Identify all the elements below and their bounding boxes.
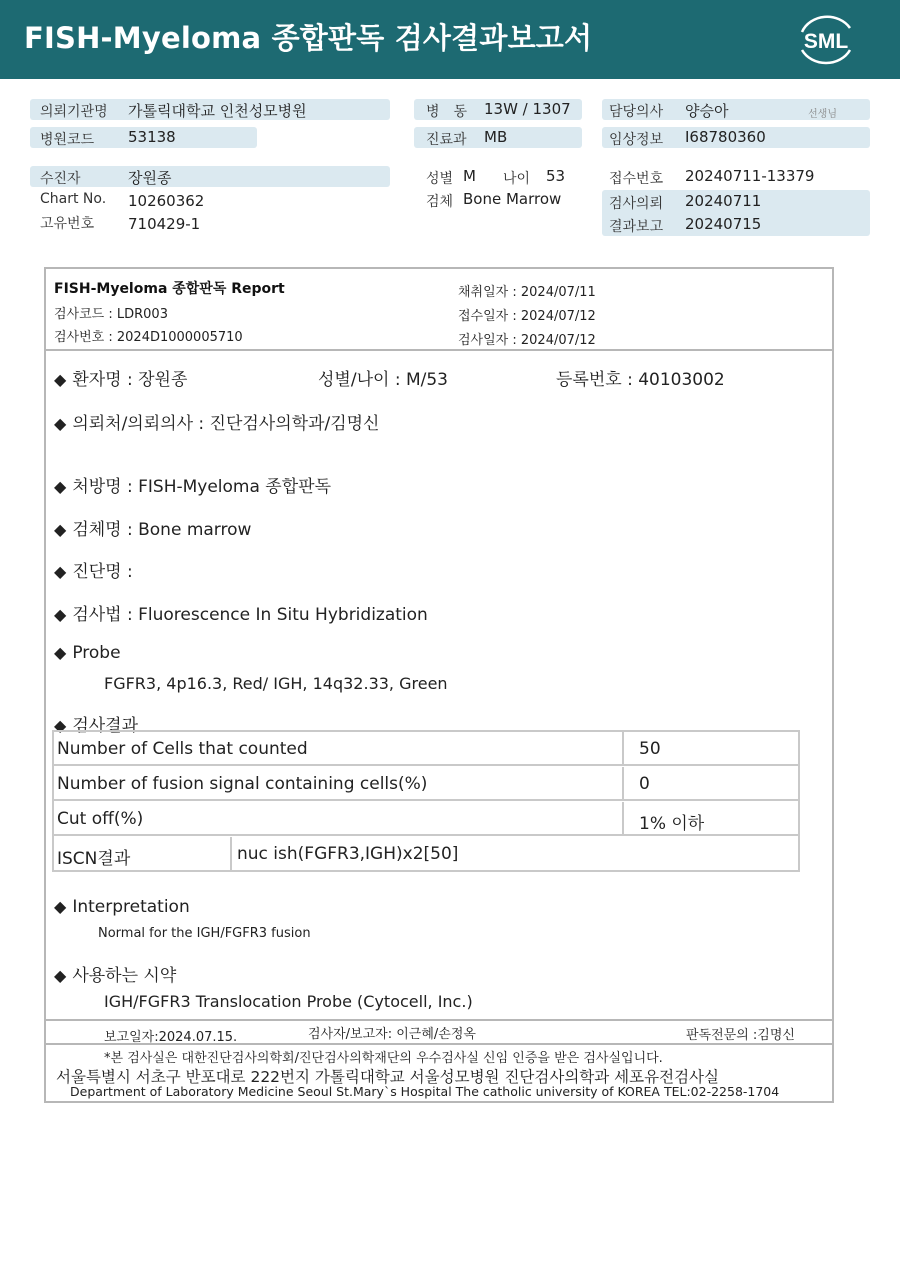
lab-address: 서울특별시 서초구 반포대로 222번지 가톨릭대학교 서울성모병원 진단검사의학과 세포유전검사실: [56, 1068, 719, 1086]
id-label: 고유번호: [40, 216, 95, 232]
reagent-row: [54, 961, 176, 986]
specimen-label: 검체: [426, 194, 454, 210]
chart-value: 10260362: [128, 192, 205, 210]
specimen-row: [54, 515, 251, 540]
results-table: [52, 730, 800, 872]
chart-label: Chart No.: [40, 191, 107, 207]
ward-value: 13W / 1307: [484, 100, 571, 118]
hospital-code-label: 병원코드: [40, 132, 95, 148]
id-value: 710429-1: [128, 215, 201, 233]
diamond-icon: ◆: [54, 414, 67, 433]
iscn-value: nuc ish(FGFR3,IGH)x2[50]: [237, 844, 459, 864]
interp-text: Normal for the IGH/FGFR3 fusion: [98, 926, 311, 941]
probe-row: [54, 643, 121, 663]
logo-text: SML: [803, 30, 849, 53]
clinical-label: 임상정보: [609, 132, 664, 148]
diamond-icon: ◆: [54, 716, 67, 735]
certification-note: *본 검사실은 대한진단검사의학회/진단검사의학재단의 우수검사실 신임 인증을 받은 검사실입니다.: [104, 1051, 663, 1066]
method-row: [54, 600, 428, 625]
reviewer: 판독전문의 :김명신: [686, 1028, 795, 1043]
footer-divider-top: [46, 1019, 832, 1021]
patient-bar: [30, 166, 390, 187]
receipt-value: 20240711-13379: [685, 167, 815, 185]
table-row: [54, 767, 798, 801]
table-row: [54, 837, 798, 871]
report-title: FISH-Myeloma 종합판독 검사결과보고서: [24, 21, 593, 55]
test-date: 검사일자 : 2024/07/12: [458, 333, 596, 348]
report-date-value: 20240715: [685, 215, 762, 233]
doctor-label: 담당의사: [609, 104, 664, 120]
diamond-icon: ◆: [54, 562, 67, 581]
reg-no: 등록번호 : 40103002: [556, 370, 725, 390]
prescription-row: [54, 472, 331, 497]
sex-age: 성별/나이 : M/53: [318, 370, 448, 390]
lab-english: Department of Laboratory Medicine Seoul St.Mary`s Hospital The catholic university of KOREA TEL:02-2258-1704: [70, 1084, 780, 1099]
diamond-icon: ◆: [54, 897, 67, 916]
diagnosis: 진단명 :: [72, 562, 133, 582]
diamond-icon: ◆: [54, 966, 67, 985]
table-row: [54, 732, 798, 766]
dept-value: MB: [484, 128, 508, 146]
doctor-value: 양승아: [685, 102, 729, 120]
institution-label: 의뢰기관명: [40, 104, 108, 120]
cell-label: Cut off(%): [57, 809, 144, 829]
table-row: [54, 802, 798, 836]
patient-label: 수진자: [40, 171, 81, 187]
diamond-icon: ◆: [54, 605, 67, 624]
report-date-label: 결과보고: [609, 219, 664, 235]
report-date: 보고일자:2024.07.15.: [104, 1030, 238, 1045]
method: 검사법 : Fluorescence In Situ Hybridization: [72, 605, 428, 625]
receipt-label: 접수번호: [609, 171, 664, 187]
request-label: 검사의뢰: [609, 196, 664, 212]
interp-heading: Interpretation: [72, 897, 190, 917]
patient-name: 환자명 : 장원종: [72, 370, 188, 390]
referrer-row: [54, 409, 379, 434]
sex-label: 성별: [426, 171, 454, 187]
sex-value: M: [463, 167, 476, 185]
reagent-text: IGH/FGFR3 Translocation Probe (Cytocell, Inc.): [104, 992, 473, 1011]
results-heading: 검사결과: [72, 716, 139, 736]
clinical-value: I68780360: [685, 128, 766, 146]
diamond-icon: ◆: [54, 643, 67, 662]
specimen-value: Bone Marrow: [463, 190, 562, 208]
cell-label: Number of fusion signal containing cells(%): [57, 774, 428, 794]
diamond-icon: ◆: [54, 520, 67, 539]
cell-label: Number of Cells that counted: [57, 739, 308, 759]
iscn-label: ISCN결과: [57, 849, 131, 869]
cell-value: 50: [639, 739, 661, 759]
sml-logo: [794, 12, 858, 66]
diamond-icon: ◆: [54, 370, 67, 389]
report-heading: FISH-Myeloma 종합판독 Report: [54, 281, 285, 297]
dept-label: 진료과: [426, 132, 467, 148]
interp-row: [54, 897, 190, 917]
footer-divider-bottom: [46, 1043, 832, 1045]
collect-date: 채취일자 : 2024/07/11: [458, 285, 596, 300]
receive-date: 접수일자 : 2024/07/12: [458, 309, 596, 324]
header-banner: [0, 0, 900, 79]
doctor-suffix: 선생님: [808, 109, 837, 120]
probe-heading: Probe: [72, 643, 121, 663]
report-frame: [44, 267, 834, 1103]
institution-value: 가톨릭대학교 인천성모병원: [128, 102, 307, 120]
referrer: 의뢰처/의뢰의사 : 진단검사의학과/김명신: [72, 414, 380, 434]
age-value: 53: [546, 167, 566, 185]
specimen-name: 검체명 : Bone marrow: [72, 520, 252, 540]
diamond-icon: ◆: [54, 477, 67, 496]
ward-label: 병 동: [426, 104, 468, 120]
request-value: 20240711: [685, 192, 762, 210]
tester: 검사자/보고자: 이근혜/손정옥: [308, 1027, 476, 1042]
patient-name-row: [54, 365, 187, 390]
test-code: 검사코드 : LDR003: [54, 307, 168, 322]
patient-value: 장원종: [128, 169, 172, 187]
prescription: 처방명 : FISH-Myeloma 종합판독: [72, 477, 331, 497]
cell-value: 0: [639, 774, 650, 794]
hospital-code-value: 53138: [128, 128, 176, 146]
test-number: 검사번호 : 2024D1000005710: [54, 330, 243, 345]
age-label: 나이: [503, 171, 531, 187]
header-divider: [46, 349, 832, 351]
cell-value: 1% 이하: [639, 814, 705, 834]
probe-text: FGFR3, 4p16.3, Red/ IGH, 14q32.33, Green: [104, 674, 448, 693]
reagent-heading: 사용하는 시약: [72, 966, 177, 986]
diagnosis-row: [54, 557, 133, 582]
